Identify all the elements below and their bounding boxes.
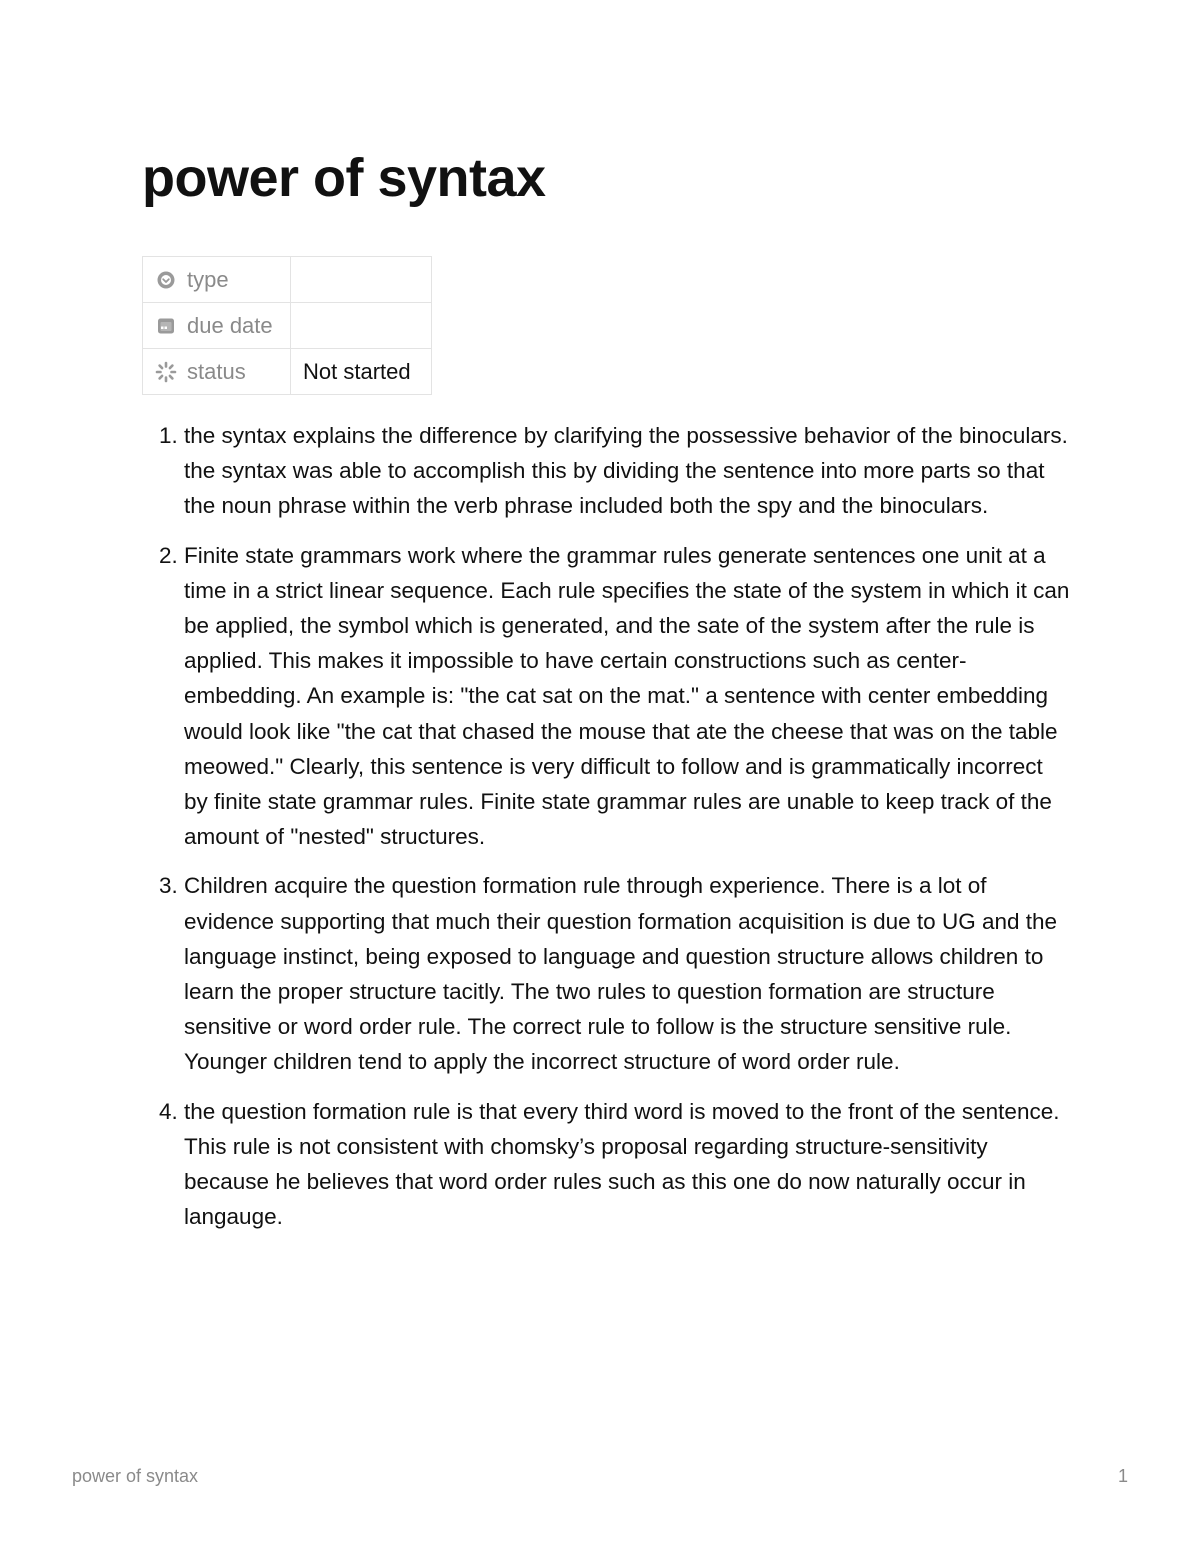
list-item: 4. the question formation rule is that every third word is moved to the front of the sentence. This rule is not consistent with chomsky’s proposal regarding structure-sensitivity because he believes that word order rules such as this one do now naturally occur in langauge. bbox=[184, 1094, 1072, 1235]
property-row-type bbox=[143, 257, 432, 303]
loading-spinner-icon bbox=[155, 361, 177, 383]
property-row-status bbox=[143, 349, 432, 395]
footer-title: power of syntax bbox=[72, 1466, 199, 1486]
property-key-label: type bbox=[187, 266, 229, 292]
list-item: 2. Finite state grammars work where the grammar rules generate sentences one unit at a time in a strict linear sequence. Each rule specifies the state of the system in which it can be applied, the symbol which is generated, and the sate of the system after the rule is applied. This makes it impossible to have certain constructions such as center-embedding. An example is: "the cat sat on the mat." a sentence with center embedding would look like "the cat that chased the mouse that ate the cheese that was on the table meowed." Clearly, this sentence is very difficult to follow and is grammatically incorrect by finite state grammar rules. Finite state grammar rules are unable to keep track of the amount of "nested" structures. bbox=[184, 538, 1072, 855]
property-key-cell bbox=[143, 257, 291, 303]
page-title: power of syntax bbox=[142, 148, 546, 208]
calendar-icon bbox=[155, 315, 177, 337]
list-item: 3. Children acquire the question formation rule through experience. There is a lot of evidence supporting that much their question formation acquisition is due to UG and the language instinct, being exposed to language and question structure allows children to learn the proper structure tacitly. The two rules to question formation are structure sensitive or word order rule. The correct rule to follow is the structure sensitive rule. Younger children tend to apply the incorrect structure of word order rule. bbox=[184, 868, 1072, 1079]
property-key-cell bbox=[143, 349, 291, 395]
answer-list bbox=[142, 418, 1072, 1248]
property-value-status[interactable]: Not started bbox=[291, 349, 432, 395]
list-item: 1. the syntax explains the difference by clarifying the possessive behavior of the binoculars. the syntax was able to accomplish this by dividing the sentence into more parts so that the noun phrase within the verb phrase included both the spy and the binoculars. bbox=[184, 418, 1072, 524]
page-number: 1 bbox=[1117, 1466, 1128, 1486]
property-key-label: due date bbox=[187, 312, 273, 338]
property-row-due-date bbox=[143, 303, 432, 349]
property-key-label: status bbox=[187, 358, 246, 384]
property-value-due-date[interactable] bbox=[291, 303, 432, 349]
circle-check-icon bbox=[155, 269, 177, 291]
properties-table bbox=[142, 256, 432, 395]
property-value-type[interactable] bbox=[291, 257, 432, 303]
property-key-cell bbox=[143, 303, 291, 349]
